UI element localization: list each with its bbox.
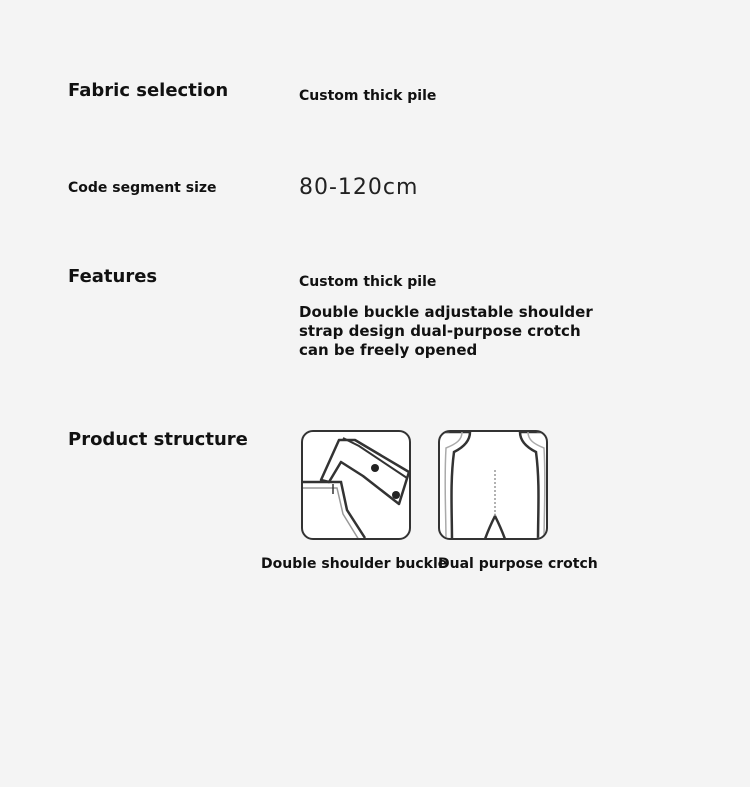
fabric-selection-value: Custom thick pile [299,88,437,104]
code-segment-size-value: 80-120cm [299,175,419,200]
features-value-description: Double buckle adjustable shoulder strap design dual-purpose crotch can be freely opened [299,303,593,359]
dual-purpose-crotch-caption: Dual purpose crotch [438,556,598,572]
shoulder-buckle-icon [303,432,411,540]
code-segment-size-label: Code segment size [68,180,217,196]
crotch-card [438,430,548,540]
double-shoulder-buckle-caption: Double shoulder buckle [261,556,448,572]
shoulder-buckle-card [301,430,411,540]
product-structure-label: Product structure [68,429,248,450]
features-label: Features [68,266,158,287]
crotch-zipper-icon [440,432,548,540]
fabric-selection-label: Fabric selection [68,80,229,101]
features-value-fabric: Custom thick pile [299,274,437,290]
